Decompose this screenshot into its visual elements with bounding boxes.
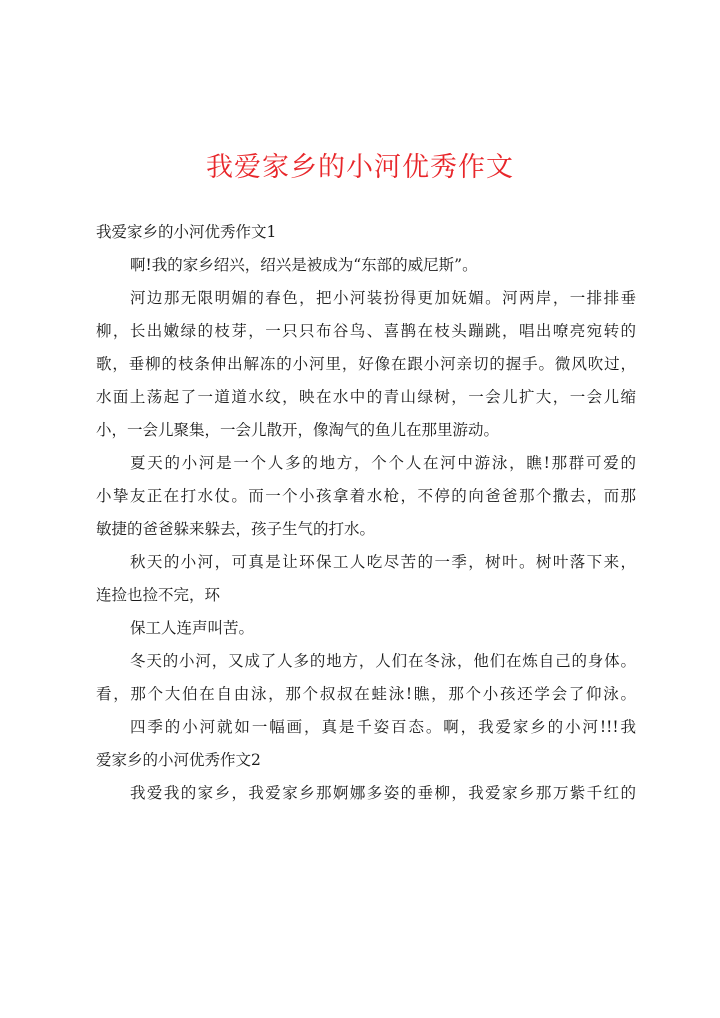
text-line: 敏捷的爸爸躲来躲去，孩子生气的打水。 [96, 520, 376, 538]
text-line: 四季的小河就如一幅画，真是千姿百态。啊，我爱家乡的小河!!!我 [130, 718, 636, 736]
text-line: 冬天的小河，又成了人多的地方，人们在冬泳，他们在炼自己的身体。 [130, 652, 636, 670]
text-line: 河边那无限明媚的春色，把小河装扮得更加妩媚。河两岸，一排排垂 [130, 289, 636, 307]
text-line: 歌，垂柳的枝条伸出解冻的小河里，好像在跟小河亲切的握手。微风吹过， [96, 355, 636, 373]
text-line: 我爱家乡的小河优秀作文1 [96, 223, 277, 241]
text-line: 小，一会儿聚集，一会儿散开，像淘气的鱼儿在那里游动。 [96, 421, 500, 439]
text-line: 柳，长出嫩绿的枝芽，一只只布谷鸟、喜鹊在枝头蹦跳，唱出嘹亮宛转的 [96, 322, 636, 340]
text-line: 我爱我的家乡，我爱家乡那婀娜多姿的垂柳，我爱家乡那万紫千红的 [130, 784, 636, 802]
text-line: 小挚友正在打水仗。而一个小孩拿着水枪，不停的向爸爸那个撒去，而那 [96, 487, 636, 505]
text-line: 夏天的小河是一个人多的地方，个个人在河中游泳，瞧!那群可爱的 [130, 454, 636, 472]
text-line: 秋天的小河，可真是让环保工人吃尽苦的一季，树叶。树叶落下来， [130, 553, 636, 571]
text-line: 连捡也捡不完，环 [96, 586, 221, 604]
text-line: 爱家乡的小河优秀作文2 [96, 751, 261, 769]
text-line: 水面上荡起了一道道水纹，映在水中的青山绿树，一会儿扩大，一会儿缩 [96, 388, 636, 406]
text-line: 保工人连声叫苦。 [130, 619, 255, 637]
text-line: 看，那个大伯在自由泳，那个叔叔在蛙泳!瞧，那个小孩还学会了仰泳。 [96, 685, 636, 703]
page-title: 我爱家乡的小河优秀作文 [206, 152, 514, 183]
document-body [96, 216, 636, 810]
text-line: 啊!我的家乡绍兴，绍兴是被成为“东部的威尼斯”。 [130, 256, 478, 274]
